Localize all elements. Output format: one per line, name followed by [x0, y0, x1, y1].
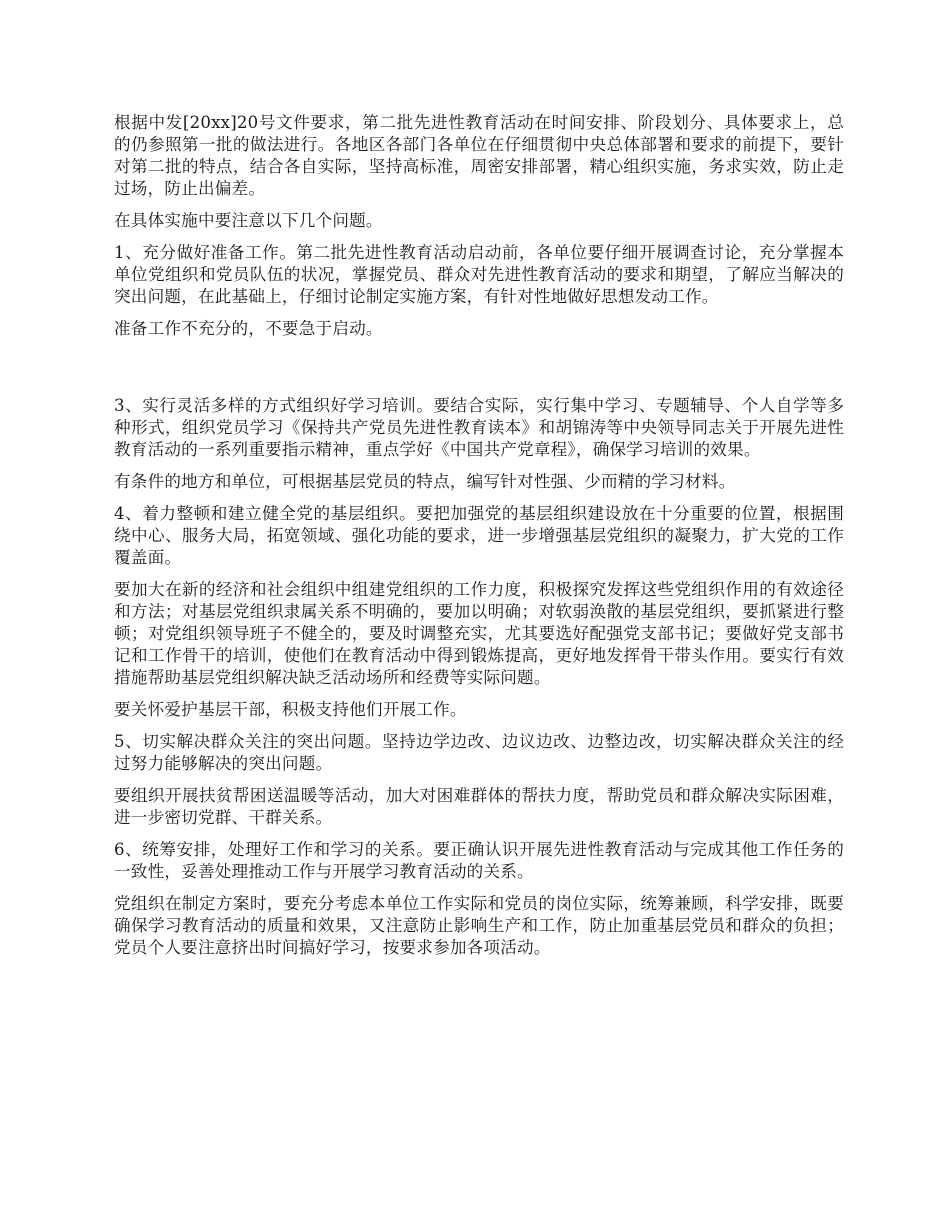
paragraph-item-5: 5、切实解决群众关注的突出问题。坚持边学边改、边议边改、边整边改，切实解决群众关注的经过努力能够解决的突出问题。 [114, 732, 844, 773]
paragraph-item-1-note: 准备工作不充分的，不要急于启动。 [114, 319, 383, 338]
paragraph-item-3-note: 有条件的地方和单位，可根据基层党员的特点，编写针对性强、少而精的学习材料。 [114, 472, 736, 491]
paragraph-item-1: 1、充分做好准备工作。第二批先进性教育活动启动前，各单位要仔细开展调查讨论，充分掌握本单位党组织和党员队伍的状况，掌握党员、群众对先进性教育活动的要求和期望，了解应当解决的突出问题，在此基础上，仔细讨论制定实施方案，有针对性地做好思想发动工作。 [114, 243, 844, 306]
document-page [114, 112, 844, 969]
paragraph-item-5-detail: 要组织开展扶贫帮困送温暖等活动，加大对困难群体的帮扶力度，帮助党员和群众解决实际困难，进一步密切党群、干群关系。 [114, 786, 844, 827]
paragraph-item-6: 6、统筹安排，处理好工作和学习的关系。要正确认识开展先进性教育活动与完成其他工作任务的一致性，妥善处理推动工作与开展学习教育活动的关系。 [114, 840, 844, 881]
paragraph-item-4-detail: 要加大在新的经济和社会组织中组建党组织的工作力度，积极探究发挥这些党组织作用的有效途径和方法；对基层党组织隶属关系不明确的，要加以明确；对软弱涣散的基层党组织，要抓紧进行整顿；对党组织领导班子不健全的，要及时调整充实，尤其要选好配强党支部书记；要做好党支部书记和工作骨干的培训，使他们在教育活动中得到锻炼提高，更好地发挥骨干带头作用。要实行有效措施帮助基层党组织解决缺乏活动场所和经费等实际问题。 [114, 580, 844, 687]
paragraph-item-4: 4、着力整顿和建立健全党的基层组织。要把加强党的基层组织建设放在十分重要的位置，根据围绕中心、服务大局，拓宽领域、强化功能的要求，进一步增强基层党组织的凝聚力，扩大党的工作覆盖面。 [114, 504, 844, 567]
paragraph-notice: 在具体实施中要注意以下几个问题。 [114, 211, 383, 230]
paragraph-item-6-detail: 党组织在制定方案时，要充分考虑本单位工作实际和党员的岗位实际，统筹兼顾，科学安排，既要确保学习教育活动的质量和效果，又注意防止影响生产和工作，防止加重基层党员和群众的负担；党员个人要注意挤出时间搞好学习，按要求参加各项活动。 [114, 894, 844, 957]
paragraph-item-4-note: 要关怀爱护基层干部，积极支持他们开展工作。 [114, 700, 467, 719]
paragraph-intro: 根据中发[20xx]20号文件要求，第二批先进性教育活动在时间安排、阶段划分、具体要求上，总的仍参照第一批的做法进行。各地区各部门各单位在仔细贯彻中央总体部署和要求的前提下，要针对第二批的特点，结合各自实际，坚持高标准，周密安排部署，精心组织实施，务求实效，防止走过场，防止出偏差。 [114, 113, 844, 198]
paragraph-item-3: 3、实行灵活多样的方式组织好学习培训。要结合实际，实行集中学习、专题辅导、个人自学等多种形式，组织党员学习《保持共产党员先进性教育读本》和胡锦涛等中央领导同志关于开展先进性教育活动的一系列重要指示精神，重点学好《中国共产党章程》，确保学习培训的效果。 [114, 396, 844, 459]
